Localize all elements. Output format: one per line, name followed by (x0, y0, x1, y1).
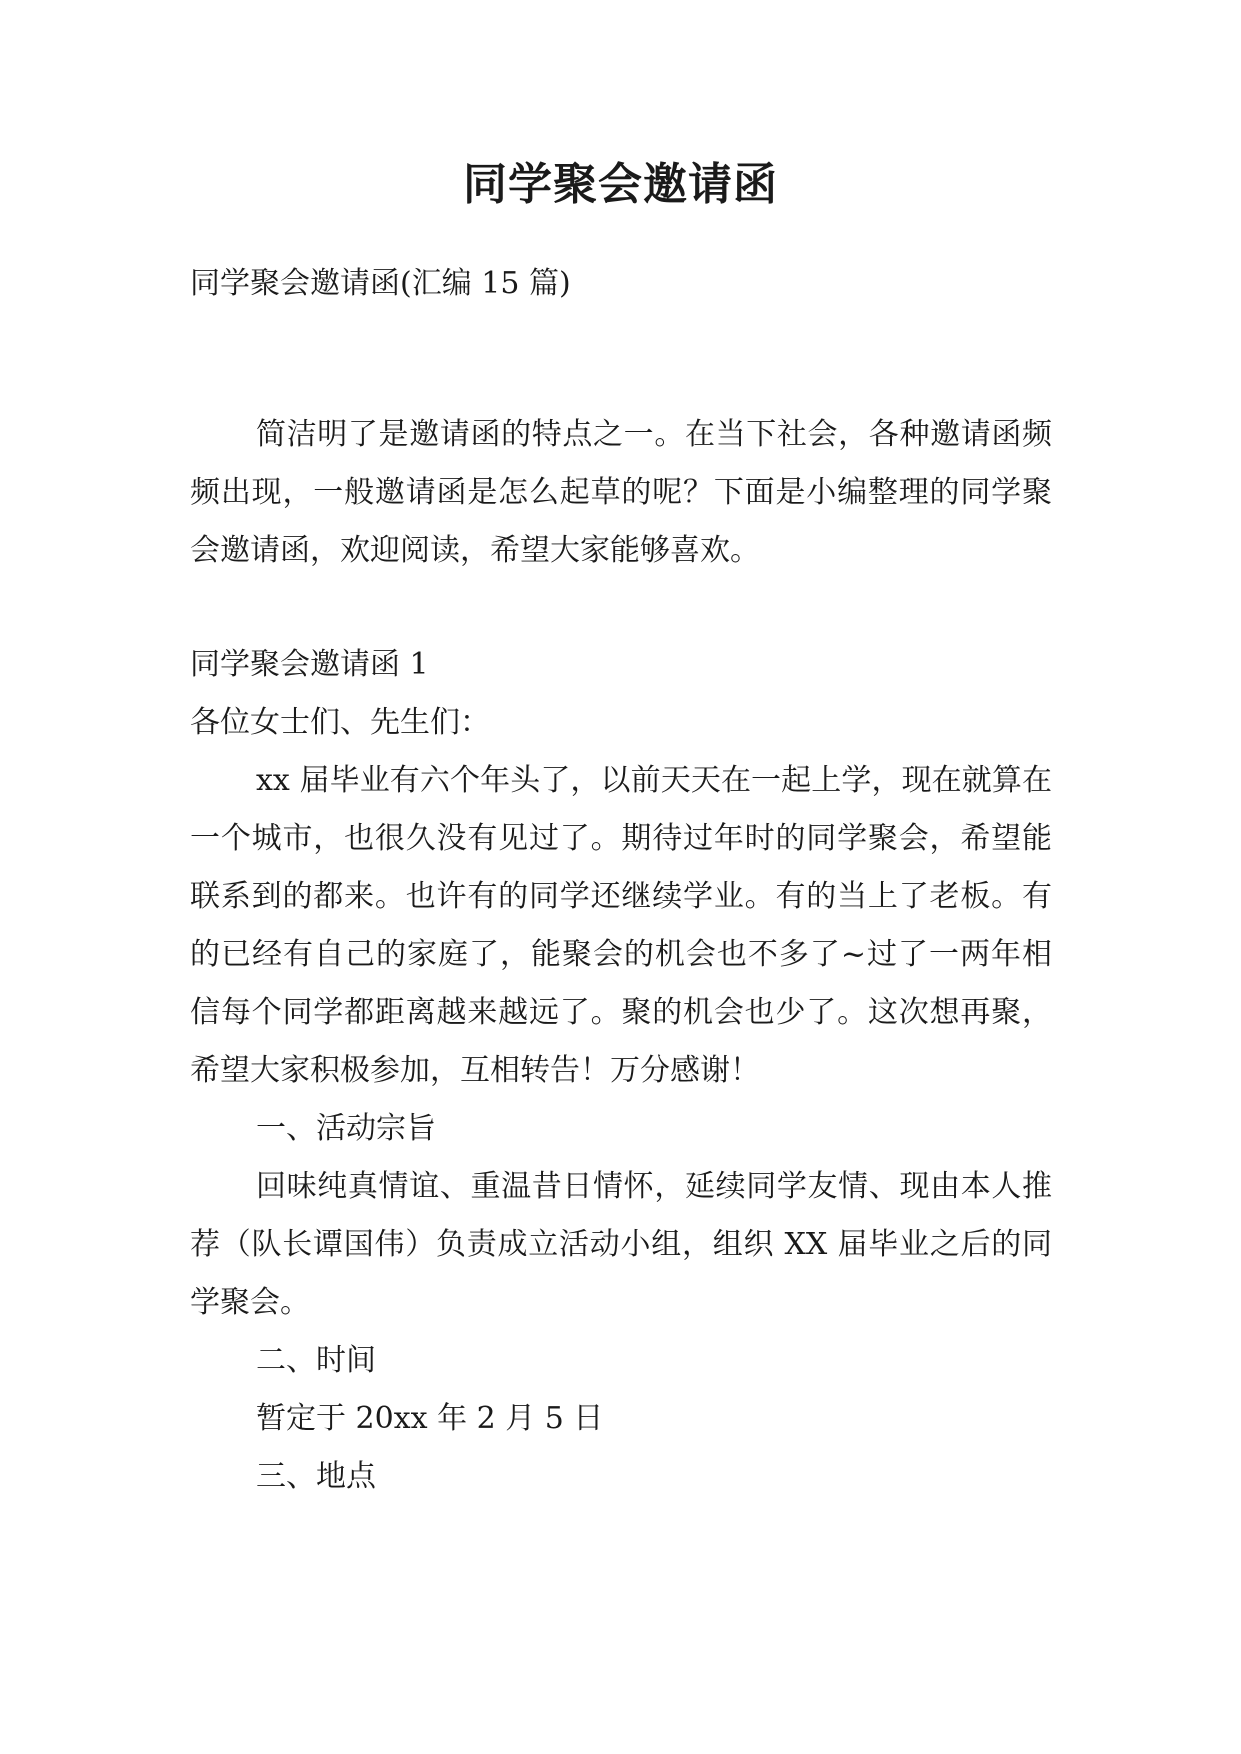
document-title: 同学聚会邀请函 (463, 159, 778, 210)
document-subtitle: 同学聚会邀请函(汇编 15 篇) (190, 266, 571, 301)
letter-body (190, 636, 1052, 1506)
letter-title: 同学聚会邀请函 1 (190, 647, 429, 682)
intro-paragraph: 简洁明了是邀请函的特点之一。在当下社会，各种邀请函频频出现，一般邀请函是怎么起草的呢？下面是小编整理的同学聚会邀请函，欢迎阅读，希望大家能够喜欢。 (190, 417, 1052, 568)
section-heading-purpose: 一、活动宗旨 (256, 1111, 436, 1146)
salutation: 各位女士们、先生们： (190, 705, 490, 740)
section-heading-location: 三、地点 (256, 1459, 376, 1494)
section-text-time: 暂定于 20xx 年 2 月 5 日 (256, 1401, 604, 1436)
section-text-purpose: 回味纯真情谊、重温昔日情怀，延续同学友情、现由本人推荐（队长谭国伟）负责成立活动小组，组织 XX 届毕业之后的同学聚会。 (190, 1169, 1052, 1320)
section-heading-time: 二、时间 (256, 1343, 376, 1378)
letter-paragraph: xx 届毕业有六个年头了，以前天天在一起上学，现在就算在一个城市，也很久没有见过了。期待过年时的同学聚会，希望能联系到的都来。也许有的同学还继续学业。有的当上了老板。有的已经有自己的家庭了，能聚会的机会也不多了~过了一两年相信每个同学都距离越来越远了。聚的机会也少了。这次想再聚，希望大家积极参加，互相转告！万分感谢！ (190, 763, 1052, 1088)
